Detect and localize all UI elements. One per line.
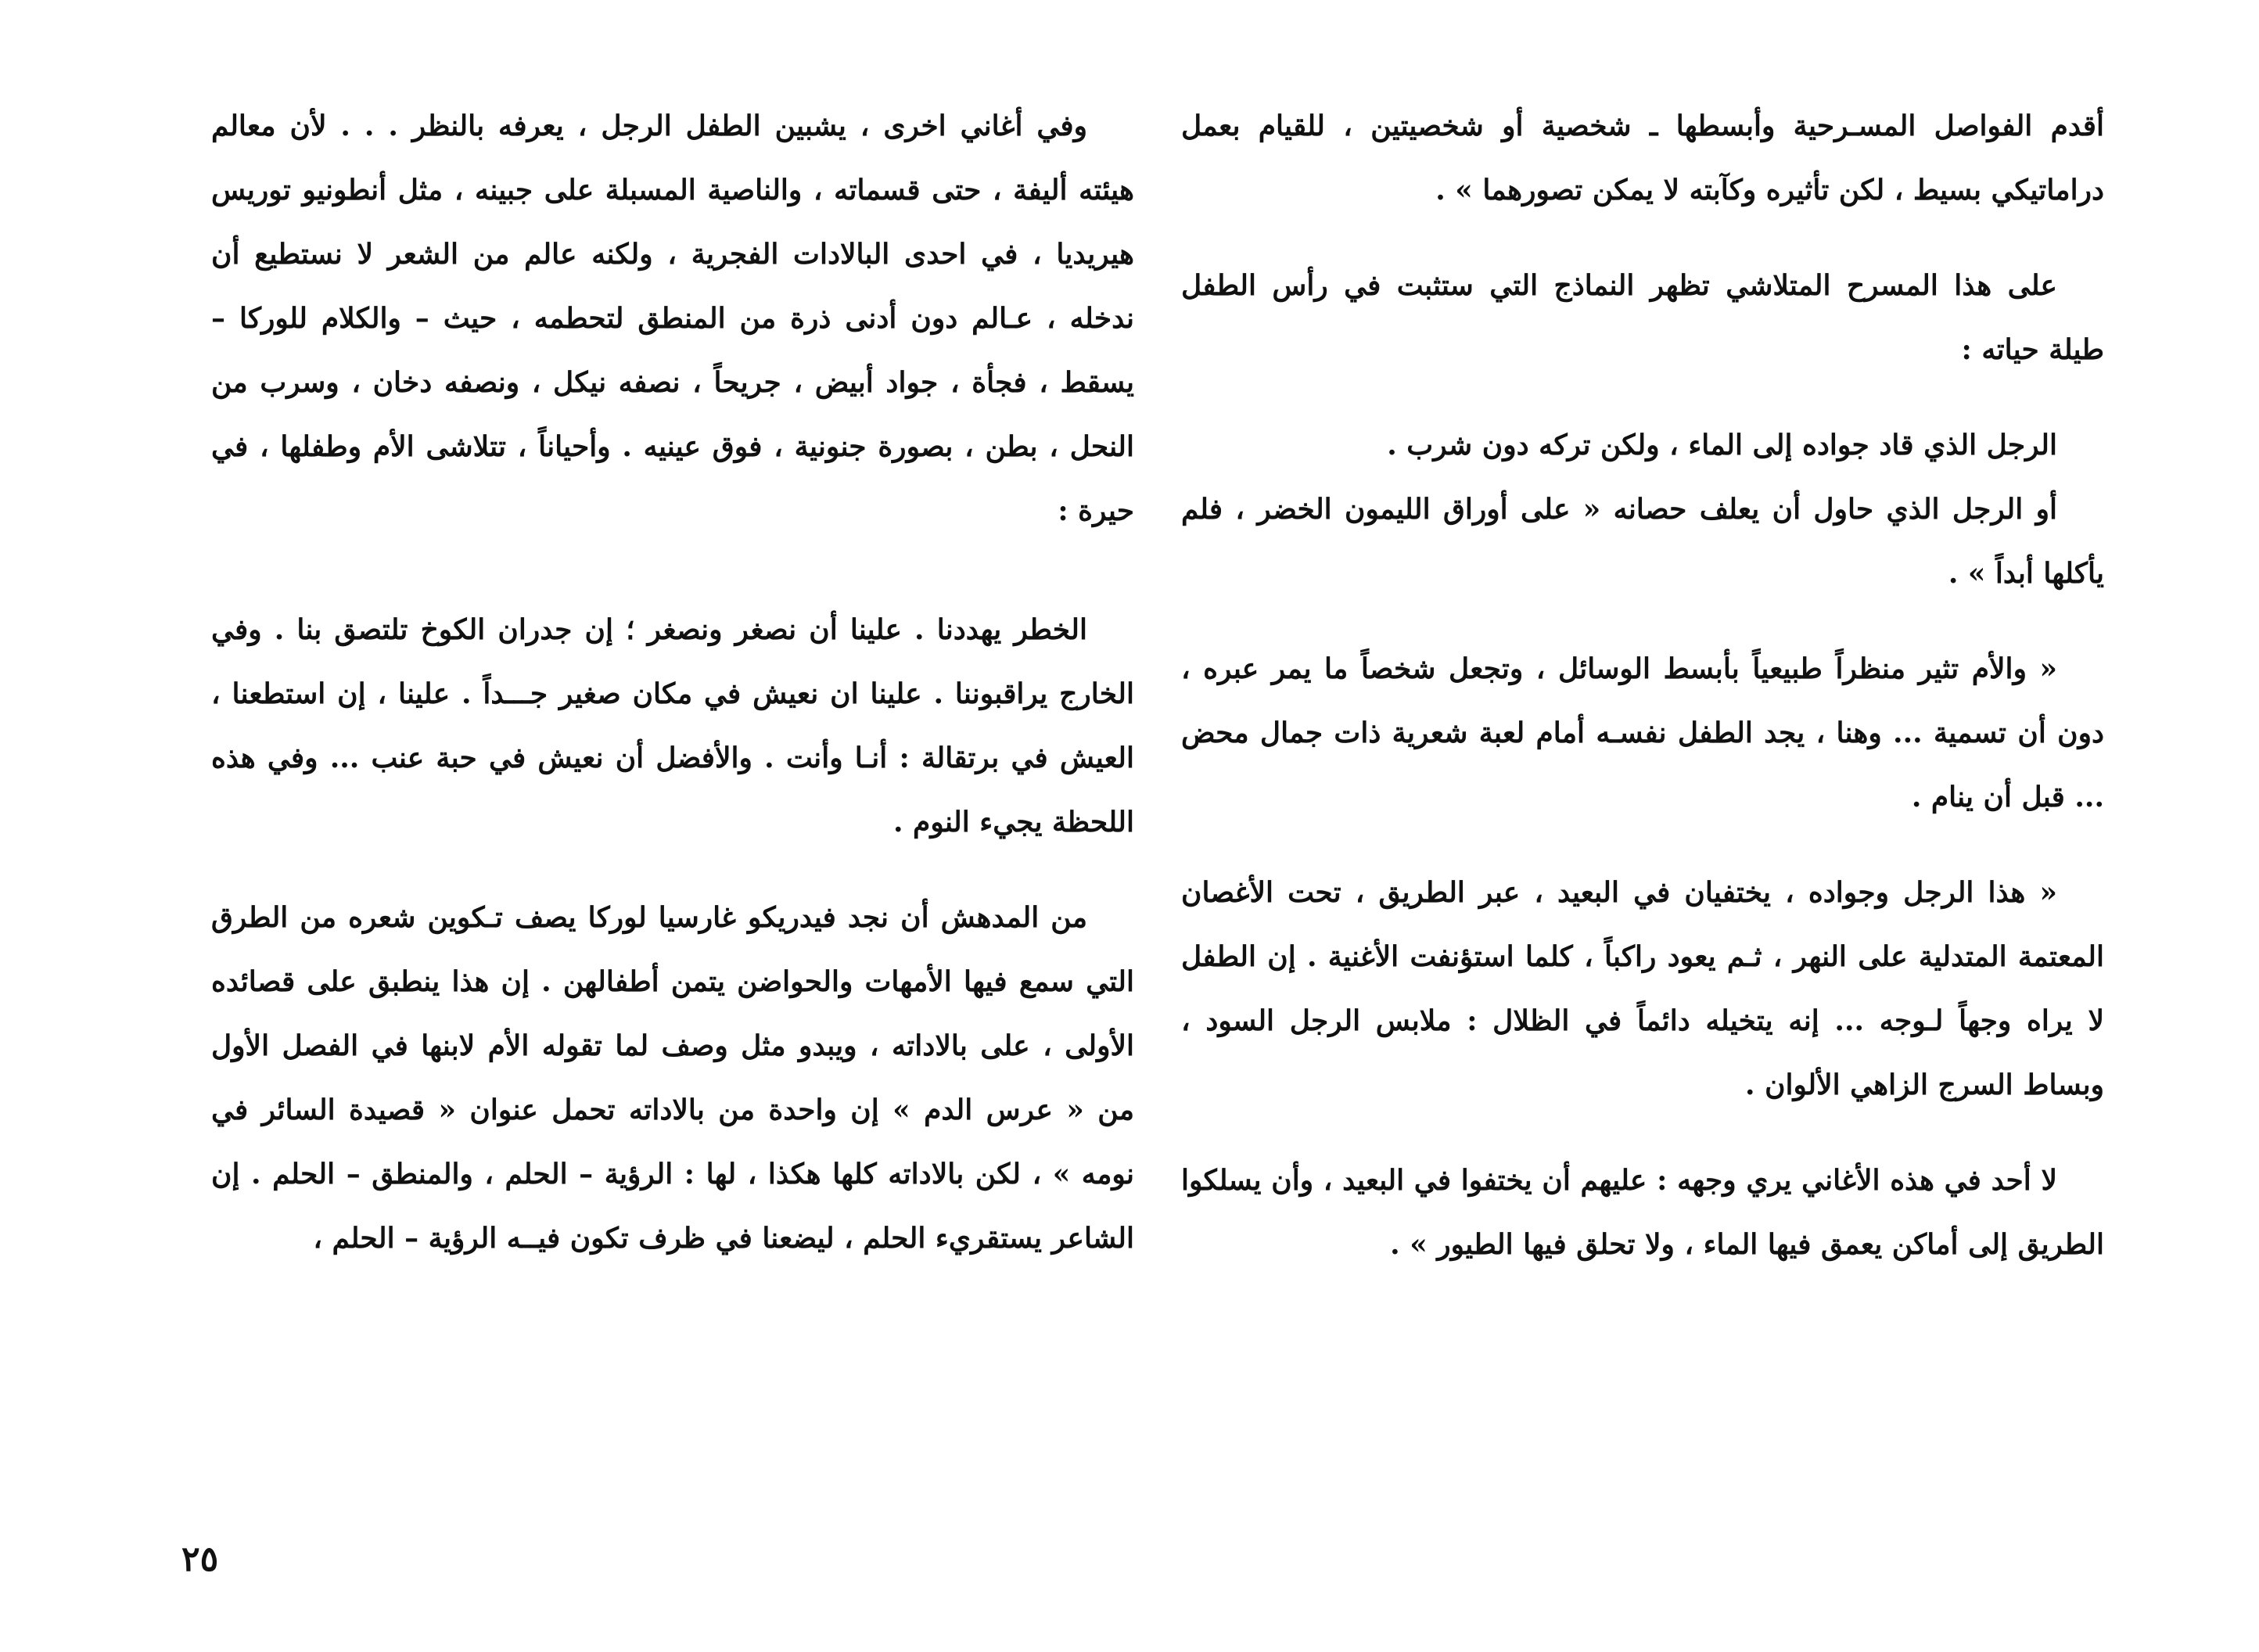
- paragraph: « والأم تثير منظراً طبيعياً بأبسط الوسائل ، وتجعل شخصاً ما يمر عبره ، دون أن تسمية ... وهنا ، يجد الطفل نفسـه أمام لعبة شعرية ذات جمال محض ... قبل أن ينام .: [1181, 652, 2104, 813]
- paragraph: لا أحد في هذه الأغاني يري وجهه : عليهم أن يختفوا في البعيد ، وأن يسلكوا الطريق إلى أماكن يعمق فيها الماء ، ولا تحلق فيها الطيور » .: [1181, 1164, 2104, 1261]
- left-text-column: [211, 94, 1134, 1270]
- paragraph: أو الرجل الذي حاول أن يعلف حصانه « على أوراق الليمون الخضر ، فلم يأكلها أبداً » .: [1181, 493, 2104, 590]
- paragraph: « هذا الرجل وجواده ، يختفيان في البعيد ، عبر الطريق ، تحت الأغصان المعتمة المتدلية على النهر ، ثـم يعود راكباً ، كلما استؤنفت الأغنية . إن الطفل لا يراه وجهاً لـوجه ... إنه يتخيله دائماً في الظلال : ملابس الرجل السود ، وبساط السرج الزاهي الألوان .: [1181, 876, 2104, 1101]
- paragraph: وفي أغاني اخرى ، يشبين الطفل الرجل ، يعرفه بالنظر . . . لأن معالم هيئته أليفة ، حتى قسماته ، والناصية المسبلة على جبينه ، مثل أنطونيو توريس هيريديا ، في احدى البالادات الفجرية ، ولكنه عالم من الشعر لا نستطيع أن ندخله ، عـالم دون أدنى ذرة من المنطق لتحطمه ، حيث – والكلام للوركا – يسقط ، فجأة ، جواد أبيض ، جريحاً ، نصفه نيكل ، ونصفه دخان ، وسرب من النحل ، بطن ، بصورة جنونية ، فوق عينيه . وأحياناً ، تتلاشى الأم وطفلها ، في حيرة :: [211, 110, 1134, 527]
- paragraph: من المدهش أن نجد فيدريكو غارسيا لوركا يصف تـكوين شعره من الطرق التي سمع فيها الأمهات والحواضن يتمن أطفالهن . إن هذا ينطبق على قصائده الأولى ، على بالاداته ، ويبدو مثل وصف لما تقوله الأم لابنها في الفصل الأول من « عرس الدم » إن واحدة من بالاداته تحمل عنوان « قصيدة السائر في نومه » ، لكن بالاداته كلها هكذا ، لها : الرؤية – الحلم ، والمنطق – الحلم . إن الشاعر يستقريء الحلم ، ليضعنا في ظرف تكون فيــه الرؤية – الحلم ،: [211, 901, 1134, 1255]
- paragraph: الرجل الذي قاد جواده إلى الماء ، ولكن تركه دون شرب .: [1387, 429, 2057, 461]
- paragraph: أقدم الفواصل المسـرحية وأبسطها ـ شخصية أو شخصيتين ، للقيام بعمل دراماتيكي بسيط ، لكن تأثيره وكآبته لا يمكن تصورهما » .: [1181, 110, 2104, 206]
- page-number: ٢٥: [181, 1539, 219, 1579]
- paragraph: على هذا المسرح المتلاشي تظهر النماذج التي ستثبت في رأس الطفل طيلة حياته :: [1181, 269, 2104, 366]
- paragraph: الخطر يهددنا . علينا أن نصغر ونصغر ؛ إن جدران الكوخ تلتصق بنا . وفي الخارج يراقبوننا . علينا ان نعيش في مكان صغير جـــداً . علينا ، إن استطعنا ، العيش في برتقالة : أنـا وأنت . والأفضل أن نعيش في حبة عنب ... وفي هذه اللحظة يجيء النوم .: [211, 613, 1134, 839]
- right-text-column: [1181, 94, 2104, 1277]
